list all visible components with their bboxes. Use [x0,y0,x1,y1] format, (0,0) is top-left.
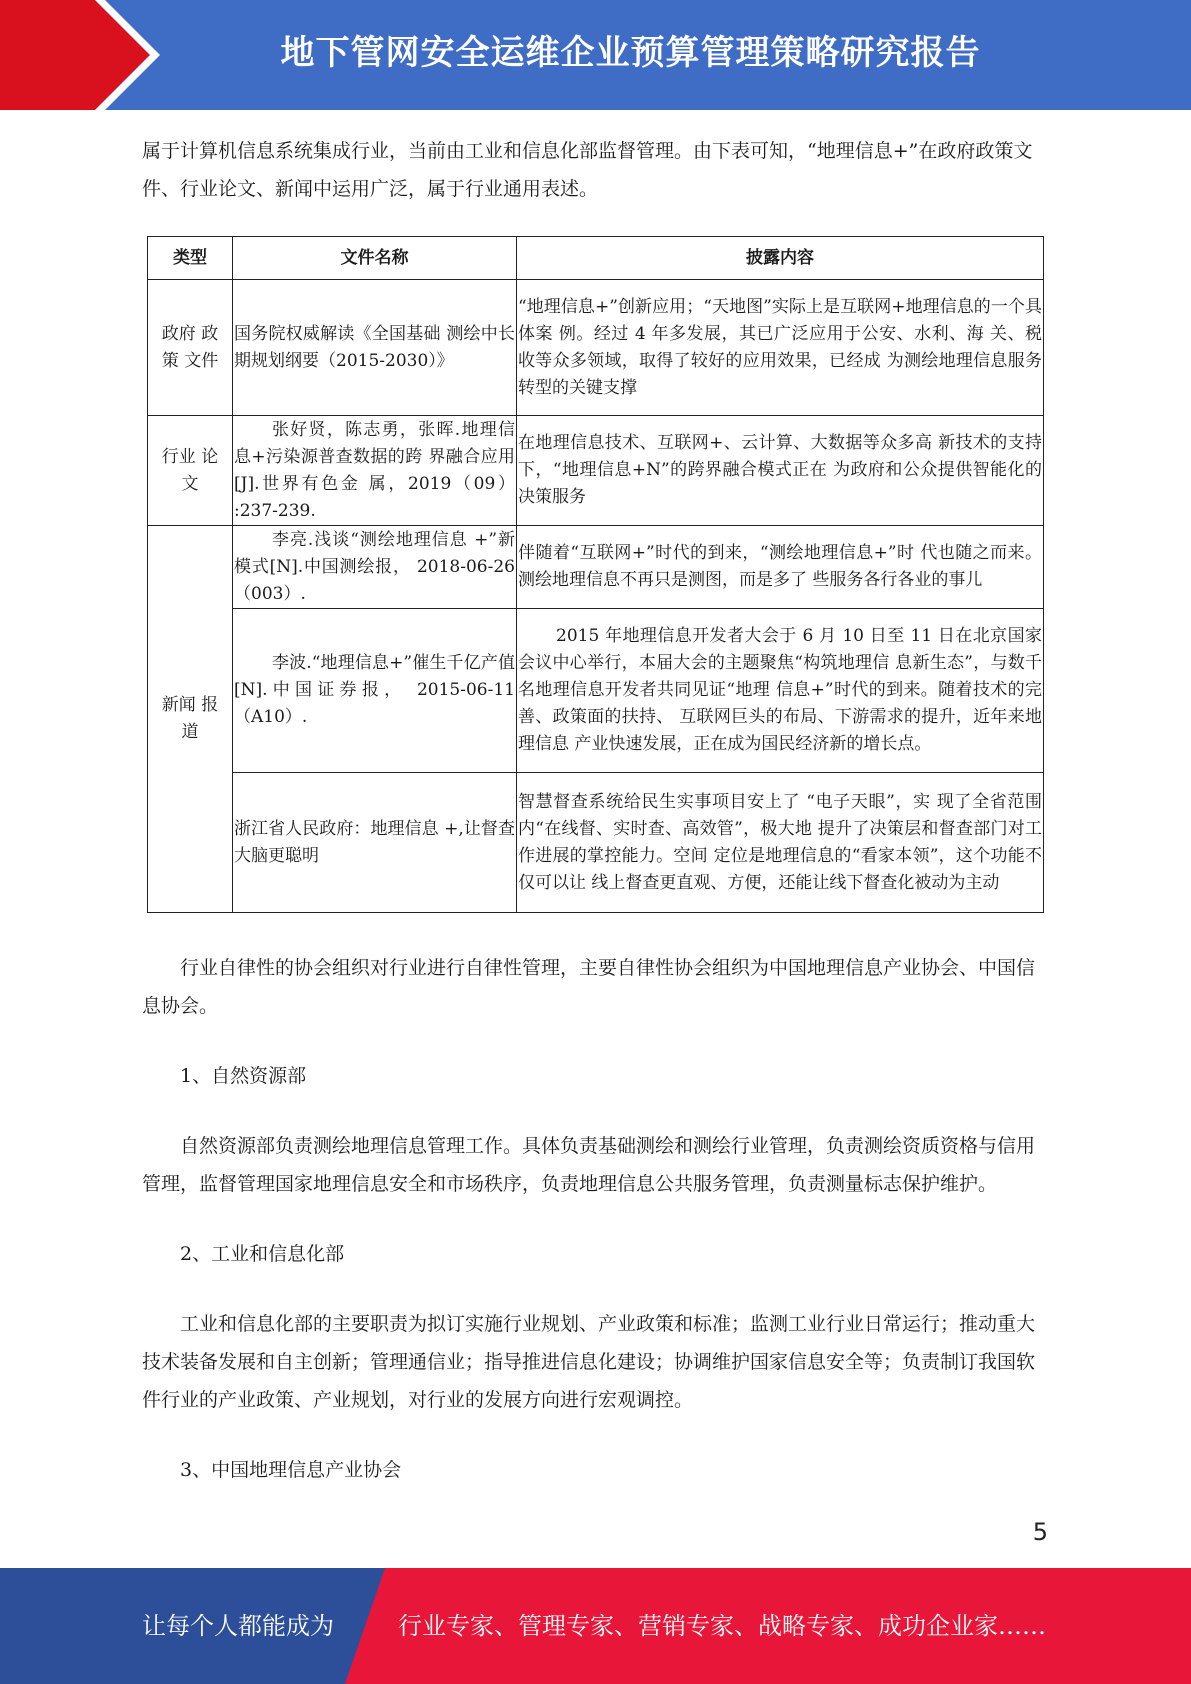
content-cell: 2015 年地理信息开发者大会于 6 月 10 日至 11 日在北京国家会议中心举行，本届大会的主题聚焦“构筑地理信 息新生态”，与数千名地理信息开发者共同见证“地理 信息+”时代的到来。随着技术的完善、政策面的扶持、 互联网巨头的布局、下游需求的提升，近年来地理信息 产业快速发展，正在成为国民经济新的增长点。 [517,609,1044,773]
content-cell: 伴随着“互联网+”时代的到来，“测绘地理信息+”时 代也随之而来。测绘地理信息不再只是测图，而是多了 些服务各行各业的事儿 [517,526,1044,609]
page-footer [0,1568,1191,1684]
file-name-cell: 李波.“地理信息+”催生千亿产值[N].中国证券报， 2015-06-11（A10）. [233,609,517,773]
table-row [148,280,1044,416]
table-row [148,526,1044,609]
header-type: 类型 [148,237,233,280]
body-paragraph: 工业和信息化部的主要职责为拟订实施行业规划、产业政策和标准；监测工业行业日常运行；推动重大技术装备发展和自主创新；管理通信业；指导推进信息化建设；协调维护国家信息安全等；负责制订我国软件行业的产业政策、产业规划，对行业的发展方向进行宏观调控。 [142,1313,1036,1411]
section-heading: 2、工业和信息化部 [180,1243,345,1265]
footer-slogan-left: 让每个人都能成为 [142,1612,334,1640]
table-row [148,609,1044,773]
table-header-row [148,237,1044,280]
body-paragraph: 行业自律性的协会组织对行业进行自律性管理，主要自律性协会组织为中国地理信息产业协会、中国信息协会。 [142,957,1036,1017]
table-row [148,416,1044,526]
disclosure-table [147,236,1044,913]
content-cell: “地理信息+”创新应用；“天地图”实际上是互联网+地理信息的一个具体案 例。经过 4 年多发展，其已广泛应用于公安、水利、海 关、税收等众多领域，取得了较好的应用效果，已经成 为测绘地理信息服务转型的关键支撑 [517,280,1044,416]
type-cell: 行业 论文 [148,416,233,526]
body-paragraph: 自然资源部负责测绘地理信息管理工作。具体负责基础测绘和测绘行业管理，负责测绘资质资格与信用管理，监督管理国家地理信息安全和市场秩序，负责地理信息公共服务管理，负责测量标志保护维护。 [142,1135,1036,1195]
file-name-cell: 李亮.浅谈“测绘地理信息 +”新模式[N].中国测绘报， 2018-06-26 （003）. [233,526,517,609]
report-title: 地下管网安全运维企业预算管理策略研究报告 [280,33,981,73]
type-cell: 新闻 报道 [148,526,233,913]
page-content [142,132,1044,1489]
header-content: 披露内容 [517,237,1044,280]
content-cell: 智慧督查系统给民生实事项目安上了 “电子天眼”，实 现了全省范围内“在线督、实时查、高效管”，极大地 提升了决策层和督查部门对工作进展的掌控能力。空间 定位是地理信息的“看家本领”，这个功能不仅可以让 线上督查更直观、方便，还能让线下督查化被动为主动 [517,773,1044,913]
section-heading: 3、中国地理信息产业协会 [180,1459,402,1481]
file-name-cell: 国务院权威解读《全国基础 测绘中长期规划纲要（2015-2030）》 [233,280,517,416]
table-row [148,773,1044,913]
content-cell: 在地理信息技术、互联网+、云计算、大数据等众多高 新技术的支持下，“地理信息+N”的跨界融合模式正在 为政府和公众提供智能化的决策服务 [517,416,1044,526]
header-file-name: 文件名称 [233,237,517,280]
intro-paragraph: 属于计算机信息系统集成行业，当前由工业和信息化部监督管理。由下表可知，“地理信息+”在政府政策文件、行业论文、新闻中运用广泛，属于行业通用表述。 [142,140,1033,200]
type-cell: 政府 政策 文件 [148,280,233,416]
page-header [0,0,1191,110]
file-name-cell: 张好贤，陈志勇，张晖.地理信息+污染源普查数据的跨 界融合应用[J].世界有色金 属，2019（09） :237-239. [233,416,517,526]
page-number: 5 [1032,1518,1048,1546]
file-name-cell: 浙江省人民政府：地理信息 +,让督查大脑更聪明 [233,773,517,913]
section-heading: 1、自然资源部 [180,1065,307,1087]
footer-slogan-right: 行业专家、管理专家、营销专家、战略专家、成功企业家…… [398,1612,1046,1640]
